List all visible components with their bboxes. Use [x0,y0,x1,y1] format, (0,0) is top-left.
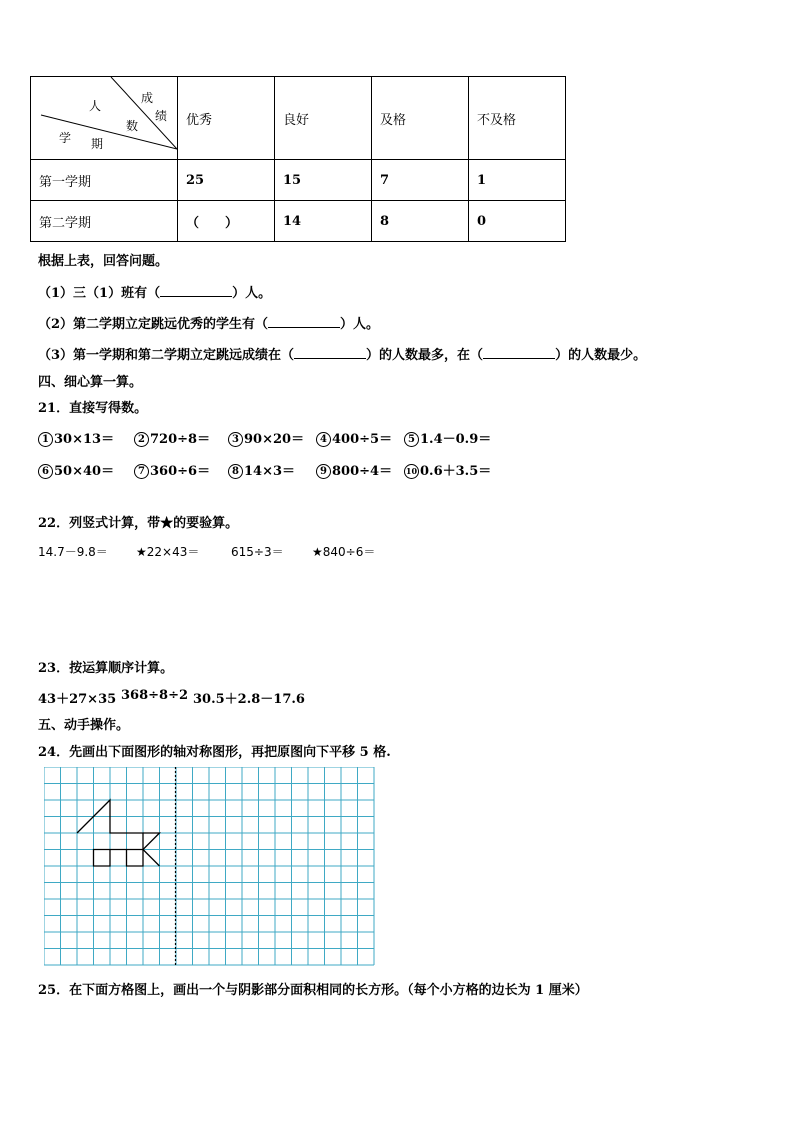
table-row [31,160,566,201]
calc-item: 1 30×13＝ [38,428,114,447]
table-cell: 8 [372,201,469,242]
table-cell: 25 [178,160,275,201]
q3-answer-blank-1[interactable] [294,346,366,359]
diag-label-ren: 人 [89,99,102,113]
question-2 [38,313,379,332]
circled-number: 5 [404,432,419,447]
calc-item: 3 90×20＝ [228,428,304,447]
question-3 [38,344,646,363]
calc-item: 6 50×40＝ [38,460,114,479]
circled-number: 6 [38,464,53,479]
question-intro: 根据上表，回答问题。 [38,254,169,269]
circled-number: 9 [316,464,331,479]
q22-item: ★22×43＝ [136,545,200,559]
table-row [31,201,566,242]
q3-pre: （3）第一学期和第二学期立定跳远成绩在（ [38,348,295,363]
circled-number: 2 [134,432,149,447]
q23-item: 43＋27×35 [38,692,117,707]
q3-answer-blank-2[interactable] [483,346,555,359]
q1-pre: （1）三（1）班有（ [38,286,161,301]
row-label: 第二学期 [31,201,178,242]
table-cell: 0 [469,201,566,242]
row-label: 第一学期 [31,160,178,201]
header-fail: 不及格 [469,77,566,160]
table-cell-blank[interactable]: （ ） [178,201,275,242]
calc-item: 9 800÷4＝ [316,460,392,479]
q22-item: 615÷3＝ [231,545,284,559]
score-table [30,76,566,242]
header-pass: 及格 [372,77,469,160]
circled-number: 10 [404,464,419,479]
q3-mid: ）的人数最多，在（ [366,348,484,363]
circled-number: 3 [228,432,243,447]
diag-label-qi: 期 [91,137,104,151]
diag-label-ji: 绩 [155,109,168,123]
header-excellent: 优秀 [178,77,275,160]
question-1 [38,282,271,301]
circled-number: 8 [228,464,243,479]
calc-item: 7 360÷6＝ [134,460,210,479]
diag-label-cheng: 成 [141,91,154,105]
table-cell: 15 [275,160,372,201]
grid-figure [44,767,376,967]
q2-answer-blank[interactable] [268,315,340,328]
calc-item: 10 0.6＋3.5＝ [405,464,492,479]
diagonal-header-cell [31,77,178,160]
q23-title: 23．按运算顺序计算。 [38,661,174,676]
table-cell: 1 [469,160,566,201]
q22-item: 14.7－9.8＝ [38,545,108,559]
calc-item: 2 720÷8＝ [134,428,210,447]
q25-title: 25．在下面方格图上，画出一个与阴影部分面积相同的长方形。（每个小方格的边长为 1 厘米） [38,983,588,998]
circled-number: 4 [316,432,331,447]
diag-label-shu: 数 [126,119,139,133]
table-header-row [31,77,566,160]
q23-item: 368÷8÷2 [121,688,189,703]
calc-item: 4 400÷5＝ [316,428,392,447]
q2-post: ）人。 [340,317,380,332]
circled-number: 7 [134,464,149,479]
section-5-heading: 五、动手操作。 [38,718,130,733]
q3-post: ）的人数最少。 [555,348,647,363]
q1-answer-blank[interactable] [160,284,232,297]
q22-item: ★840÷6＝ [312,545,376,559]
q23-item: 30.5＋2.8－17.6 [193,692,305,707]
calc-item: 8 14×3＝ [228,460,295,479]
diag-label-xue: 学 [59,131,72,145]
q21-title: 21．直接写得数。 [38,401,148,416]
section-4-heading: 四、细心算一算。 [38,375,143,390]
circled-number: 1 [38,432,53,447]
q24-title: 24．先画出下面图形的轴对称图形，再把原图向下平移 5 格. [38,745,391,760]
q2-pre: （2）第二学期立定跳远优秀的学生有（ [38,317,269,332]
calc-item: 5 1.4－0.9＝ [404,428,491,447]
table-cell: 7 [372,160,469,201]
header-good: 良好 [275,77,372,160]
q22-title: 22．列竖式计算，带★的要验算。 [38,516,239,531]
q1-post: ）人。 [232,286,272,301]
table-cell: 14 [275,201,372,242]
